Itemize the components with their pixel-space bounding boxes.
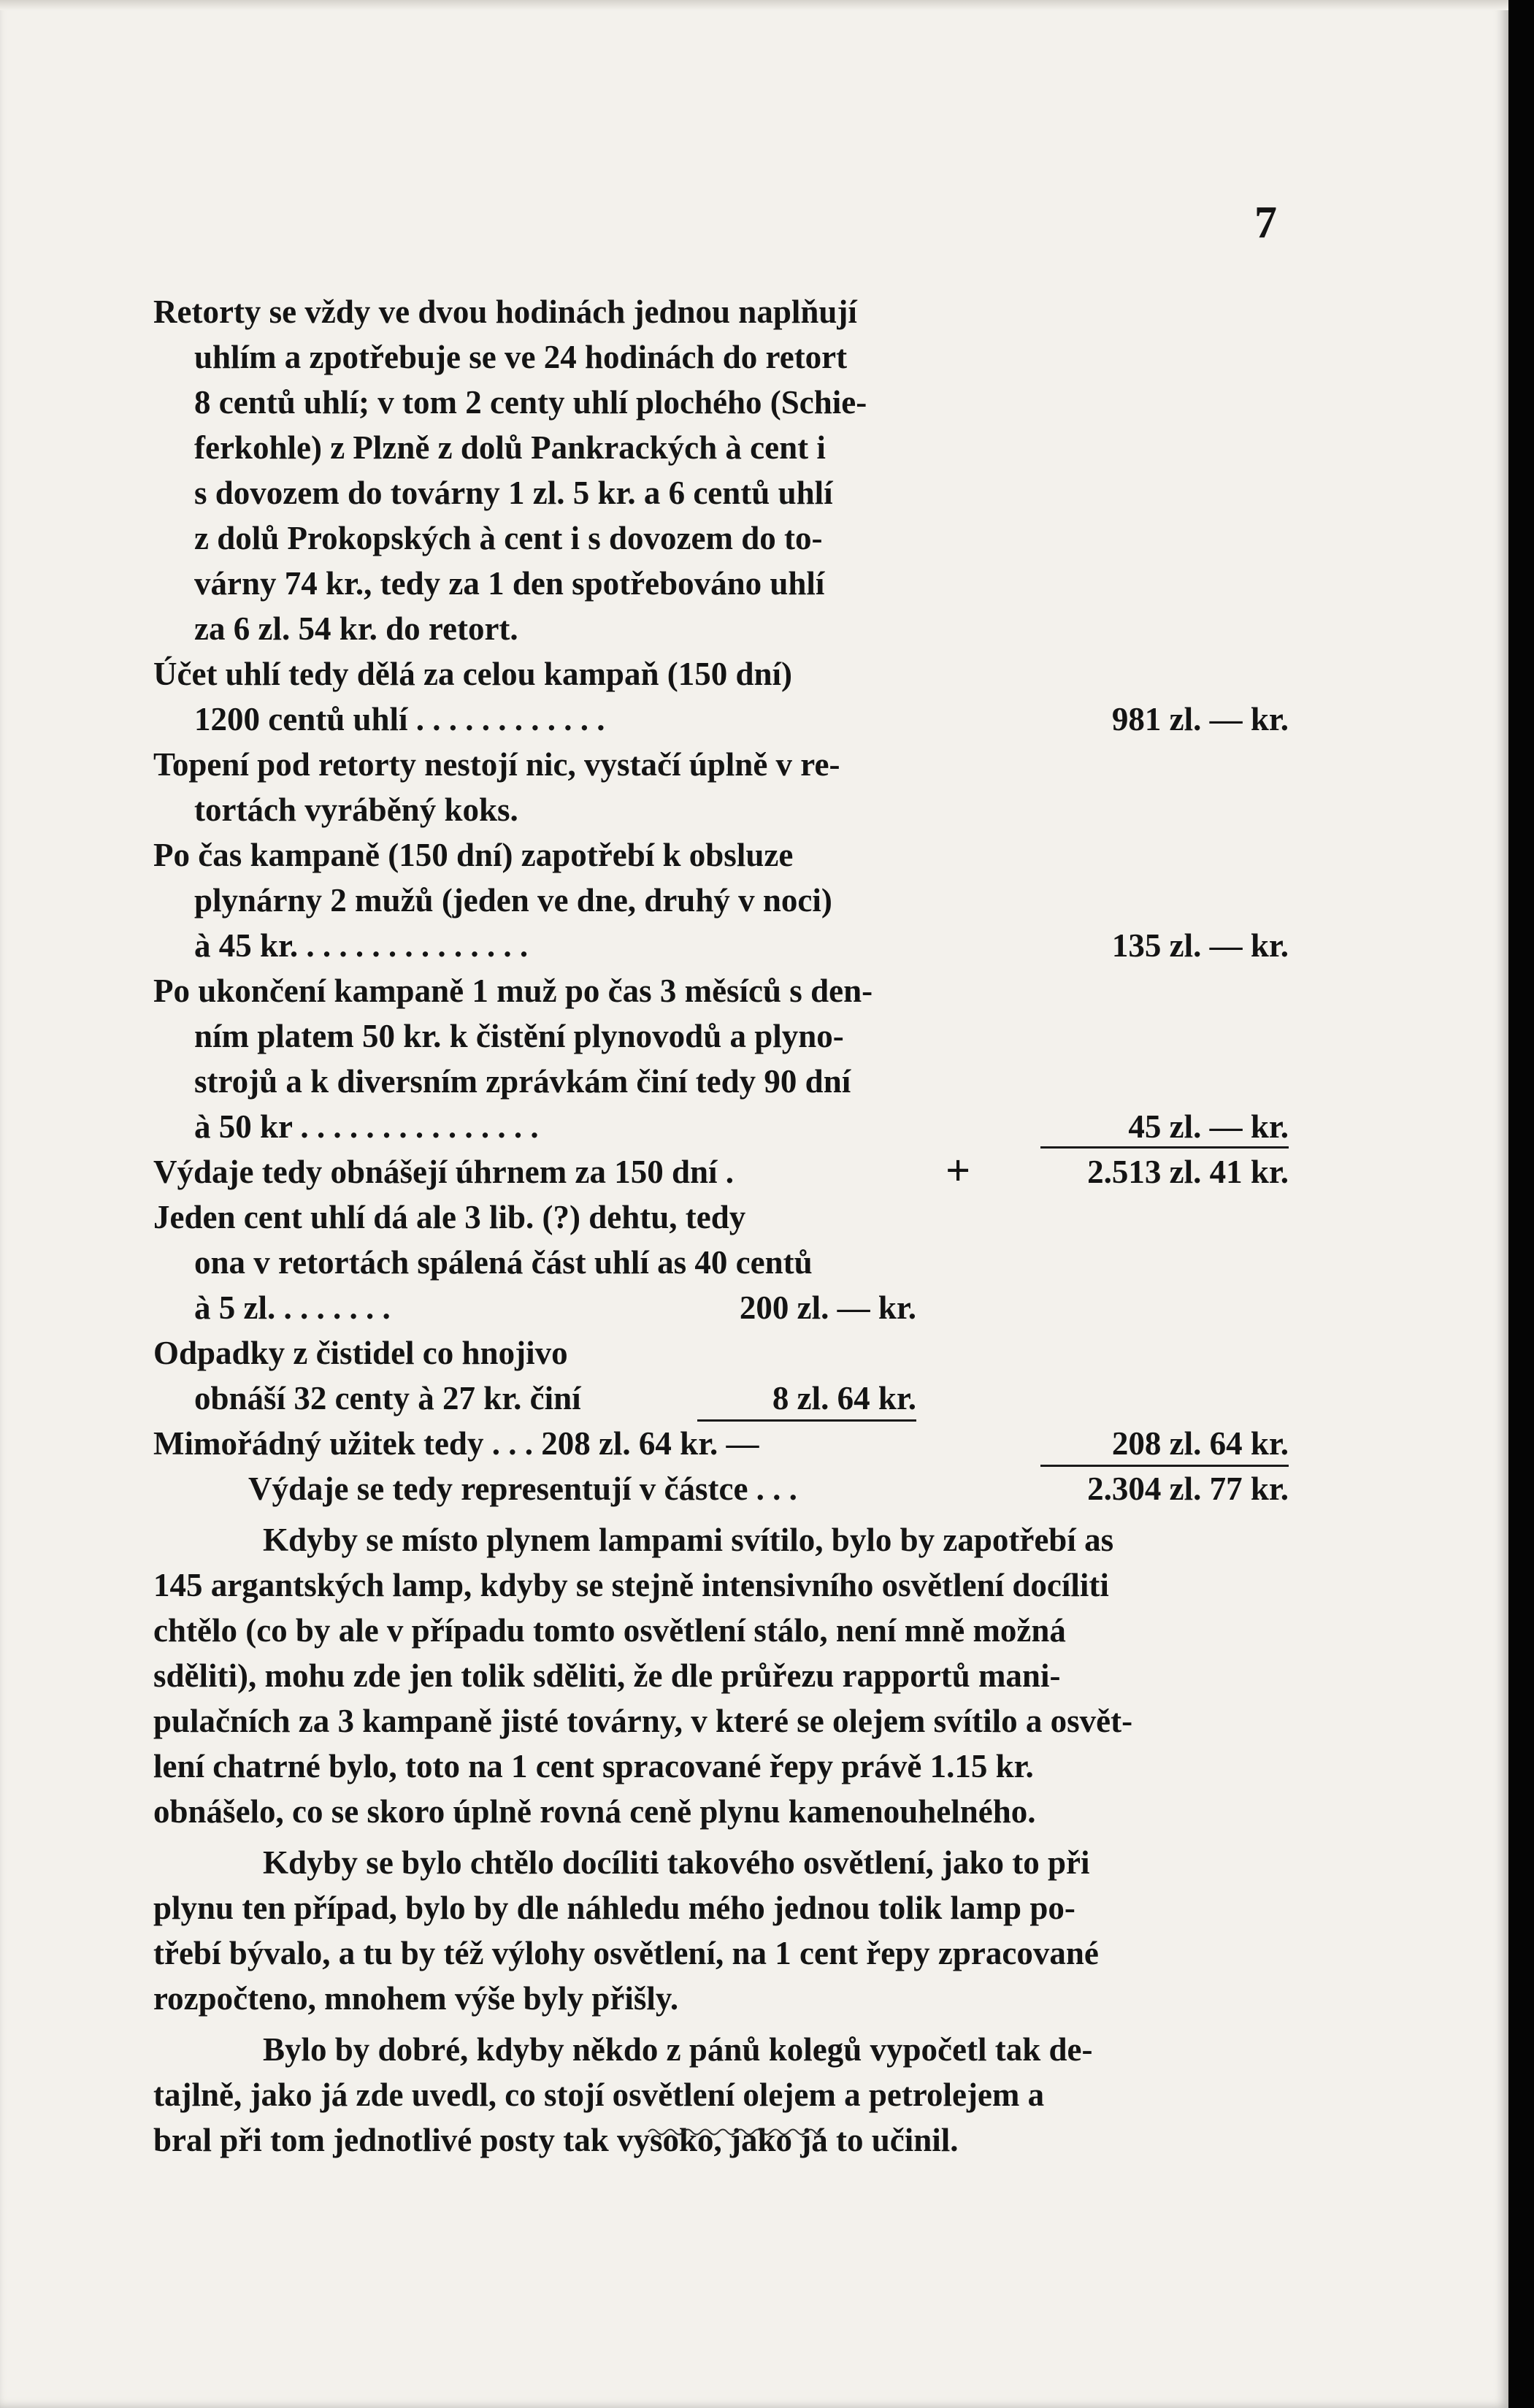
intro-text-5: s dovozem do továrny 1 zl. 5 kr. a 6 centů uhlí (194, 475, 833, 511)
intro-line-6 (194, 515, 1289, 561)
p2-line-1 (153, 1840, 1289, 1885)
p1-text-7: obnášelo, co se skoro úplně rovná ceně plynu kamenouhelného. (153, 1793, 1036, 1830)
entry-final (153, 1466, 1289, 1511)
p3-line-1 (153, 2027, 1289, 2072)
intro-text-8: za 6 zl. 54 kr. do retort. (194, 610, 518, 647)
account-heading (153, 651, 1289, 697)
account-heading-text: Účet uhlí tedy dělá za celou kampaň (150 dní) (153, 656, 793, 692)
entry-final-amount: 2.304 zl. 77 kr. (1087, 1471, 1289, 1507)
p2-text-4: rozpočteno, mnohem výše byly přišly. (153, 1980, 679, 2017)
entry-extra-label: Mimořádný užitek tedy . . . 208 zl. 64 kr. — (153, 1425, 759, 1462)
entry-total-amount: 2.513 zl. 41 kr. (1087, 1154, 1289, 1190)
p1-line-5 (153, 1698, 1289, 1744)
p3-text-2: tajlně, jako já zde uvedl, co stojí osvětlení olejem a petrolejem a (153, 2077, 1045, 2113)
paragraph-2 (153, 1840, 1289, 2021)
waste-line-1 (153, 1330, 1289, 1376)
workers-line-2 (194, 878, 1289, 923)
entry-tar-amount: 200 zl. — kr. (739, 1289, 916, 1326)
entry-coal-label: 1200 centů uhlí . . . . . . . . . . . . (194, 701, 605, 737)
p1-line-4 (153, 1653, 1289, 1698)
entry-extra (153, 1421, 1289, 1466)
tar-text-1: Jeden cent uhlí dá ale 3 lib. (?) dehtu, tedy (153, 1199, 746, 1235)
p3-text-1: Bylo by dobré, kdyby někdo z pánů kolegů vypočetl tak de- (263, 2031, 1093, 2068)
workers-line-1 (153, 832, 1289, 878)
entry-coal-amount: 981 zl. — kr. (1111, 701, 1289, 737)
intro-line-5 (194, 470, 1289, 515)
tar-line-1 (153, 1195, 1289, 1240)
entry-after (153, 1104, 1289, 1149)
p1-text-5: pulačních za 3 kampaně jisté továrny, v které se olejem svítilo a osvět- (153, 1703, 1133, 1739)
heating-text-1: Topení pod retorty nestojí nic, vystačí úplně v re- (153, 746, 840, 783)
p2-text-2: plynu ten případ, bylo by dle náhledu mého jednou tolik lamp po- (153, 1890, 1075, 1926)
intro-text-2: uhlím a zpotřebuje se ve 24 hodinách do retort (194, 339, 848, 375)
sum-rule (1040, 1146, 1289, 1149)
after-line-2 (194, 1013, 1289, 1059)
p1-line-6 (153, 1744, 1289, 1789)
heating-line-2 (194, 787, 1289, 832)
entry-coal (153, 697, 1289, 742)
intro-text-3: 8 centů uhlí; v tom 2 centy uhlí plochého (Schie- (194, 384, 867, 421)
p1-text-2: 145 argantských lamp, kdyby se stejně intensivního osvětlení docíliti (153, 1567, 1109, 1603)
p1-text-1: Kdyby se místo plynem lampami svítilo, bylo by zapotřebí as (263, 1522, 1114, 1558)
page-top-edge (0, 0, 1508, 10)
p3-text-3: bral při tom jednotlivé posty tak vysoko, jako já to učinil. (153, 2122, 959, 2158)
plus-sign: + (946, 1146, 971, 1195)
wavy-divider-ornament (647, 2125, 822, 2139)
entry-total-label: Výdaje tedy obnášejí úhrnem za 150 dní . (153, 1154, 735, 1190)
after-text-2: ním platem 50 kr. k čistění plynovodů a plyno- (194, 1018, 844, 1054)
waste-text-1: Odpadky z čistidel co hnojivo (153, 1335, 568, 1371)
after-text-1: Po ukončení kampaně 1 muž po čas 3 měsíců s den- (153, 973, 873, 1009)
intro-line-2 (194, 334, 1289, 380)
intro-line-4 (194, 425, 1289, 470)
p1-text-3: chtělo (co by ale v případu tomto osvětlení stálo, není mně možná (153, 1612, 1066, 1649)
intro-line-7 (194, 561, 1289, 606)
entry-workers-label: à 45 kr. . . . . . . . . . . . . . . (194, 927, 529, 964)
intro-line-3 (194, 380, 1289, 425)
entry-total (153, 1146, 1289, 1195)
intro-paragraph (153, 289, 1289, 651)
scan-border (1508, 0, 1534, 2408)
main-text (153, 289, 1289, 2163)
p2-text-3: třebí bývalo, a tu by též výlohy osvětlení, na 1 cent řepy zpracované (153, 1935, 1099, 1971)
p1-line-1 (153, 1517, 1289, 1562)
entry-tar-label: à 5 zl. . . . . . . . (194, 1289, 391, 1326)
after-line-3 (194, 1059, 1289, 1104)
paragraph-3 (153, 2027, 1289, 2163)
p2-line-3 (153, 1930, 1289, 1976)
tar-text-2: ona v retortách spálená část uhlí as 40 centů (194, 1244, 813, 1281)
p3-line-2 (153, 2072, 1289, 2117)
heating-text-2: tortách vyráběný koks. (194, 791, 518, 828)
entry-final-label: Výdaje se tedy representují v částce . . . (248, 1471, 797, 1507)
workers-text-2: plynárny 2 mužů (jeden ve dne, druhý v noci) (194, 882, 832, 919)
entry-after-label: à 50 kr . . . . . . . . . . . . . . . (194, 1108, 539, 1145)
p2-line-2 (153, 1885, 1289, 1930)
intro-text-4: ferkohle) z Plzně z dolů Pankrackých à cent i (194, 429, 826, 466)
intro-text-1: Retorty se vždy ve dvou hodinách jednou naplňují (153, 294, 857, 330)
entry-extra-amount: 208 zl. 64 kr. (1111, 1425, 1289, 1462)
heating-line-1 (153, 742, 1289, 787)
entry-tar (153, 1285, 1289, 1330)
intro-line-1 (153, 289, 1289, 334)
p1-line-3 (153, 1608, 1289, 1653)
p1-line-2 (153, 1562, 1289, 1608)
intro-text-6: z dolů Prokopských à cent i s dovozem do to- (194, 520, 823, 556)
entry-workers (153, 923, 1289, 968)
tar-line-2 (194, 1240, 1289, 1285)
intro-line-8 (194, 606, 1289, 651)
entry-waste (153, 1376, 1289, 1421)
after-text-3: strojů a k diversním zprávkám činí tedy 90 dní (194, 1063, 851, 1100)
after-line-1 (153, 968, 1289, 1013)
paragraph-1 (153, 1517, 1289, 1834)
p1-text-4: sděliti), mohu zde jen tolik sděliti, že dle průřezu rapportů mani- (153, 1657, 1061, 1694)
entry-waste-label: obnáší 32 centy à 27 kr. činí (194, 1380, 581, 1416)
p2-text-1: Kdyby se bylo chtělo docíliti takového osvětlení, jako to při (263, 1844, 1090, 1881)
entry-workers-amount: 135 zl. — kr. (1111, 927, 1289, 964)
p1-line-7 (153, 1789, 1289, 1834)
p2-line-4 (153, 1976, 1289, 2021)
entry-after-amount: 45 zl. — kr. (1128, 1108, 1289, 1145)
workers-text-1: Po čas kampaně (150 dní) zapotřebí k obsluze (153, 837, 794, 873)
p1-text-6: lení chatrné bylo, toto na 1 cent spracované řepy právě 1.15 kr. (153, 1748, 1034, 1784)
intro-text-7: várny 74 kr., tedy za 1 den spotřebováno uhlí (194, 565, 825, 602)
entry-waste-amount: 8 zl. 64 kr. (772, 1380, 916, 1416)
page-number: 7 (1254, 198, 1277, 248)
